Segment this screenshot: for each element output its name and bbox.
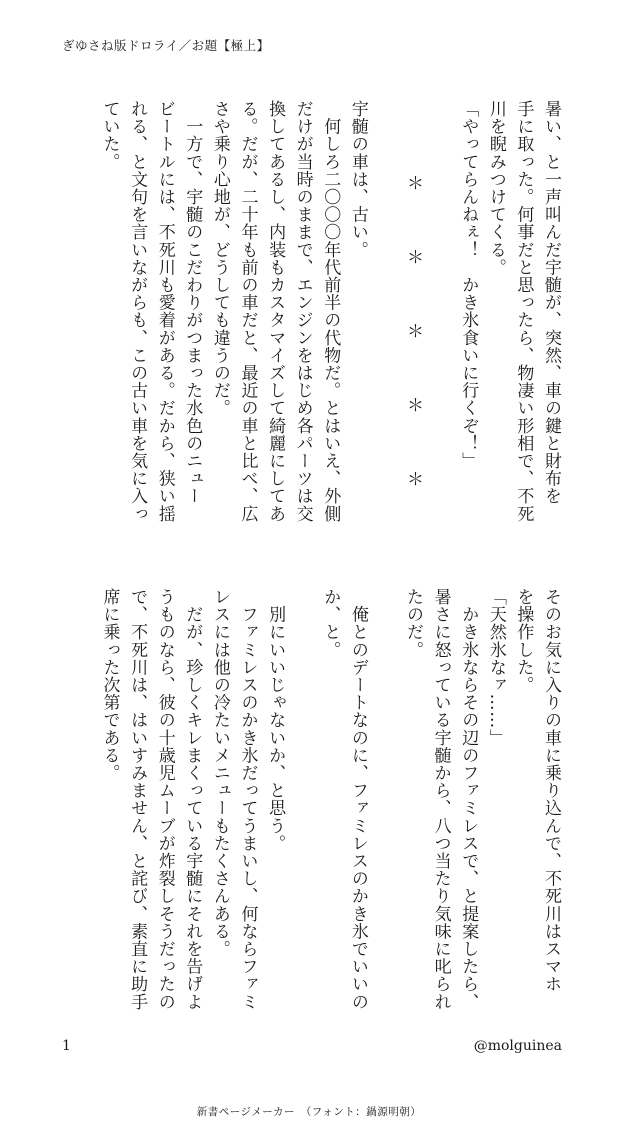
text-line: か、と。 <box>320 588 341 659</box>
text-line: 一方で、宇髄のこだわりがつまった水色のニュー <box>182 100 203 505</box>
text-line: 何しろ二〇〇〇年代前半の代物だ。とはいえ、外側 <box>320 100 341 523</box>
text-line: を操作した。 <box>513 588 534 694</box>
text-line: 別にいいじゃないか、と思う。 <box>265 588 286 852</box>
text-line: だけが当時のままで、エンジンをはじめ各パーツは交 <box>292 100 313 523</box>
story-text-block-top <box>95 100 564 530</box>
text-line: で、不死川は、はいすみません、と詫び、素直に助手 <box>127 588 148 1011</box>
text-line: る。だが、二十年も前の車だと、最近の車と比べ、広 <box>237 100 258 523</box>
text-line: かき氷ならその辺のファミレスで、と提案したら、 <box>458 588 479 1011</box>
story-text-block-bottom <box>95 588 564 1018</box>
text-line: 席に乗った次第である。 <box>99 588 120 782</box>
blank-line <box>426 100 454 530</box>
text-line: さや乗り心地が、どうしても違うのだ。 <box>209 100 230 417</box>
text-line: そのお気に入りの車に乗り込んで、不死川はスマホ <box>541 588 561 993</box>
blank-line <box>371 588 399 1018</box>
text-line: 宇髄の車は、古い。 <box>347 100 368 259</box>
text-line: 換してあるし、内装もカスタマイズして綺麗にしてあ <box>265 100 286 523</box>
text-line: 手に取った。何事だと思ったら、物凄い形相で、不死 <box>513 100 534 523</box>
page-number: 1 <box>62 1038 71 1054</box>
author-handle: @molguinea <box>473 1038 562 1054</box>
text-line: 暑い、と一声叫んだ宇髄が、突然、車の鍵と財布を <box>541 100 561 505</box>
text-line: 「天然氷なァ……」 <box>485 588 506 747</box>
text-line: たのだ。 <box>403 588 424 659</box>
scene-break-stars: ＊ ＊ ＊ ＊ ＊ <box>403 100 424 507</box>
text-line: ていた。 <box>99 100 120 171</box>
blank-line <box>371 100 399 530</box>
page-footer-credit: 新書ページメーカー （フォント：鍋源明朝） <box>196 1106 422 1118</box>
text-line: 俺とのデートなのに、ファミレスのかき氷でいいの <box>347 588 368 1011</box>
text-line: 暑さに怒っている宇髄から、八つ当たり気味に叱られ <box>430 588 451 1011</box>
text-line: ビートルには、不死川も愛着がある。だから、狭い揺 <box>154 100 175 523</box>
text-line: レスには他の冷たいメニューもたくさんある。 <box>209 588 230 958</box>
blank-line <box>288 588 316 1018</box>
text-line: 「やってらんねぇ！ かき氷食いに行くぞ！」 <box>458 100 479 470</box>
text-line: だが、珍しくキレまくっている宇髄にそれを告げよ <box>182 588 203 1011</box>
text-line: 川を睨みつけてくる。 <box>485 100 506 276</box>
text-line: うものなら、彼の十歳児ムーブが炸裂しそうだったの <box>154 588 175 1011</box>
page-header-title: ぎゆさね版ドロライ／お題【極上】 <box>62 38 270 53</box>
text-line: ファミレスのかき氷だってうまいし、何ならファミ <box>237 588 258 1011</box>
text-line: れる、と文句を言いながらも、この古い車を気に入っ <box>127 100 148 523</box>
